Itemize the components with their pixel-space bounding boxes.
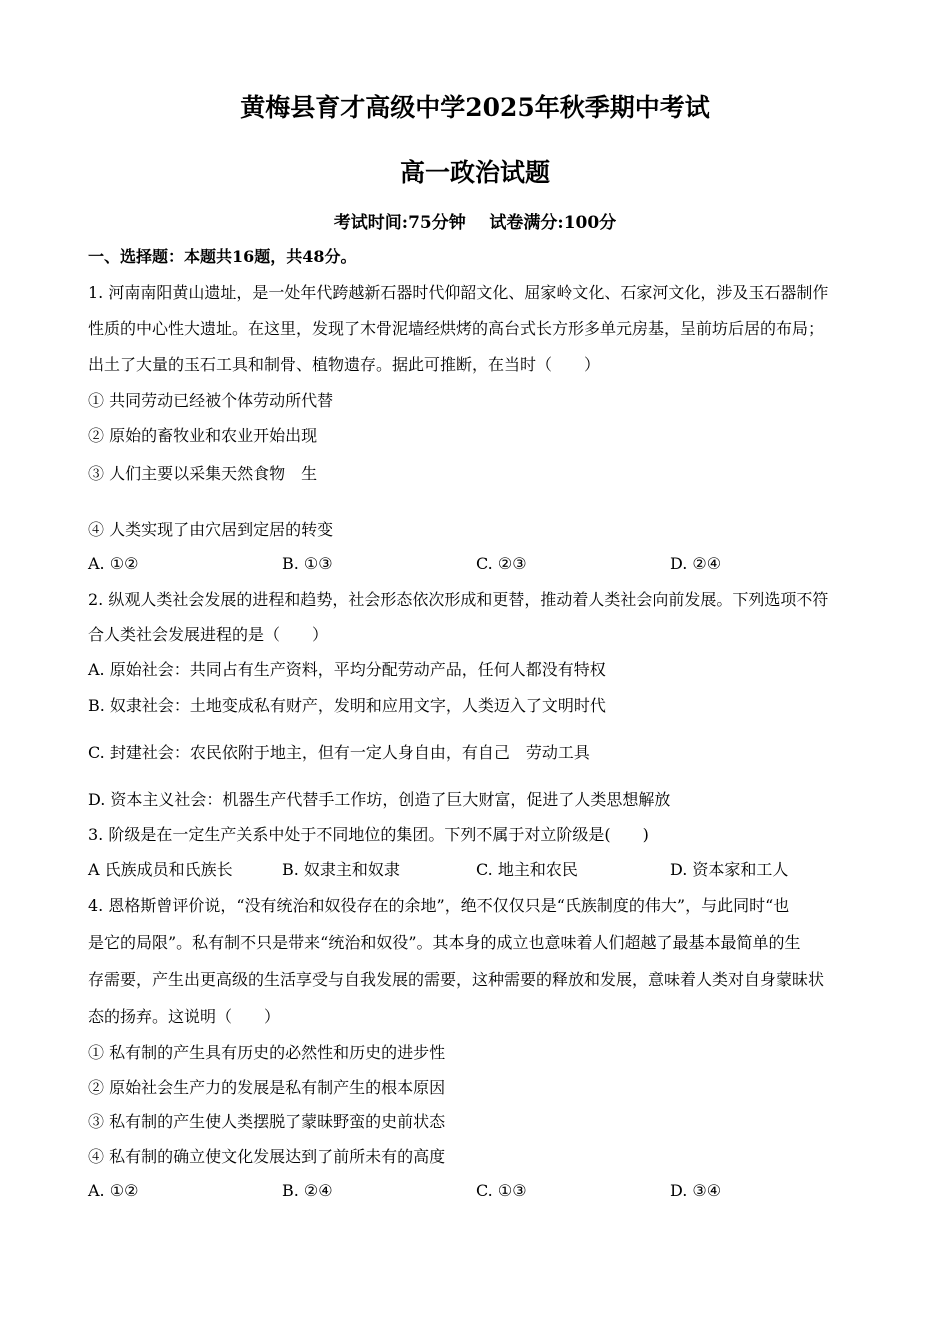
q1-stem-line: 性质的中心性大遗址。在这里，发现了木骨泥墙经烘烤的高台式长方形多单元房基，呈前坊后居的布局； (88, 319, 825, 338)
q4-stem-line: 态的扬弃。这说明（ ） (88, 1007, 281, 1026)
q3-choice-b: B. 奴隶主和奴隶 (282, 860, 400, 879)
q1-item: ④ 人类实现了由穴居到定居的转变 (88, 520, 334, 539)
q4-item: ③ 私有制的产生使人类摆脱了蒙昧野蛮的史前状态 (88, 1112, 446, 1131)
q4-stem-line: 4. 恩格斯曾评价说，“没有统治和奴役存在的余地”，绝不仅仅只是“氏族制度的伟大”，与此同时“也 (88, 896, 790, 915)
q1-choice-a: A. ①② (88, 554, 139, 573)
exam-time: 考试时间:75分钟 (333, 213, 466, 233)
q2-choice-d: D. 资本主义社会：机器生产代替手工作坊，创造了巨大财富，促进了人类思想解放 (88, 790, 671, 809)
q1-stem-line: 出土了大量的玉石工具和制骨、植物遗存。据此可推断，在当时（ ） (88, 355, 601, 374)
full-score: 试卷满分:100分 (489, 213, 617, 233)
q2-choice-a: A. 原始社会：共同占有生产资料，平均分配劳动产品，任何人都没有特权 (88, 660, 606, 679)
q4-item: ① 私有制的产生具有历史的必然性和历史的进步性 (88, 1043, 446, 1062)
q1-item: ③ 人们主要以采集天然食物 生 (88, 464, 318, 483)
q4-item: ④ 私有制的确立使文化发展达到了前所未有的高度 (88, 1147, 446, 1166)
q2-stem-line: 合人类社会发展进程的是（ ） (88, 625, 329, 644)
q4-item: ② 原始社会生产力的发展是私有制产生的根本原因 (88, 1078, 446, 1097)
q1-choice-b: B. ①③ (282, 554, 333, 573)
exam-info (0, 208, 950, 233)
q1-item: ① 共同劳动已经被个体劳动所代替 (88, 391, 334, 410)
q1-choice-d: D. ②④ (670, 554, 722, 573)
q4-choice-a: A. ①② (88, 1181, 139, 1200)
school-title: 黄梅县育才高级中学2025年秋季期中考试 (240, 93, 710, 122)
q2-stem-line: 2. 纵观人类社会发展的进程和趋势，社会形态依次形成和更替，推动着人类社会向前发展。下列选项不符 (88, 590, 829, 609)
q3-choice-c: C. 地主和农民 (476, 860, 578, 879)
q4-choice-b: B. ②④ (282, 1181, 333, 1200)
q2-choice-c: C. 封建社会：农民依附于地主，但有一定人身自由，有自己 劳动工具 (88, 743, 590, 762)
q4-choice-d: D. ③④ (670, 1181, 722, 1200)
q1-stem-line: 1. 河南南阳黄山遗址，是一处年代跨越新石器时代仰韶文化、屈家岭文化、石家河文化，涉及玉石器制作 (88, 283, 829, 302)
q3-choice-a: A 氏族成员和氏族长 (88, 860, 233, 879)
q4-stem-line: 是它的局限”。私有制不只是带来“统治和奴役”。其本身的成立也意味着人们超越了最基本最简单的生 (88, 933, 801, 952)
q2-choice-b: B. 奴隶社会：土地变成私有财产，发明和应用文字，人类迈入了文明时代 (88, 696, 606, 715)
q4-stem-line: 存需要，产生出更高级的生活享受与自我发展的需要，这种需要的释放和发展，意味着人类对自身蒙昧状 (88, 970, 825, 989)
subject-title: 高一政治试题 (399, 158, 550, 187)
q1-item: ② 原始的畜牧业和农业开始出现 (88, 426, 318, 445)
q3-choice-d: D. 资本家和工人 (670, 860, 789, 879)
q1-choice-c: C. ②③ (476, 554, 527, 573)
q4-choice-c: C. ①③ (476, 1181, 527, 1200)
section-heading: 一、选择题：本题共16题，共48分。 (88, 247, 357, 266)
q3-stem-line: 3. 阶级是在一定生产关系中处于不同地位的集团。下列不属于对立阶级是( ) (88, 825, 649, 844)
